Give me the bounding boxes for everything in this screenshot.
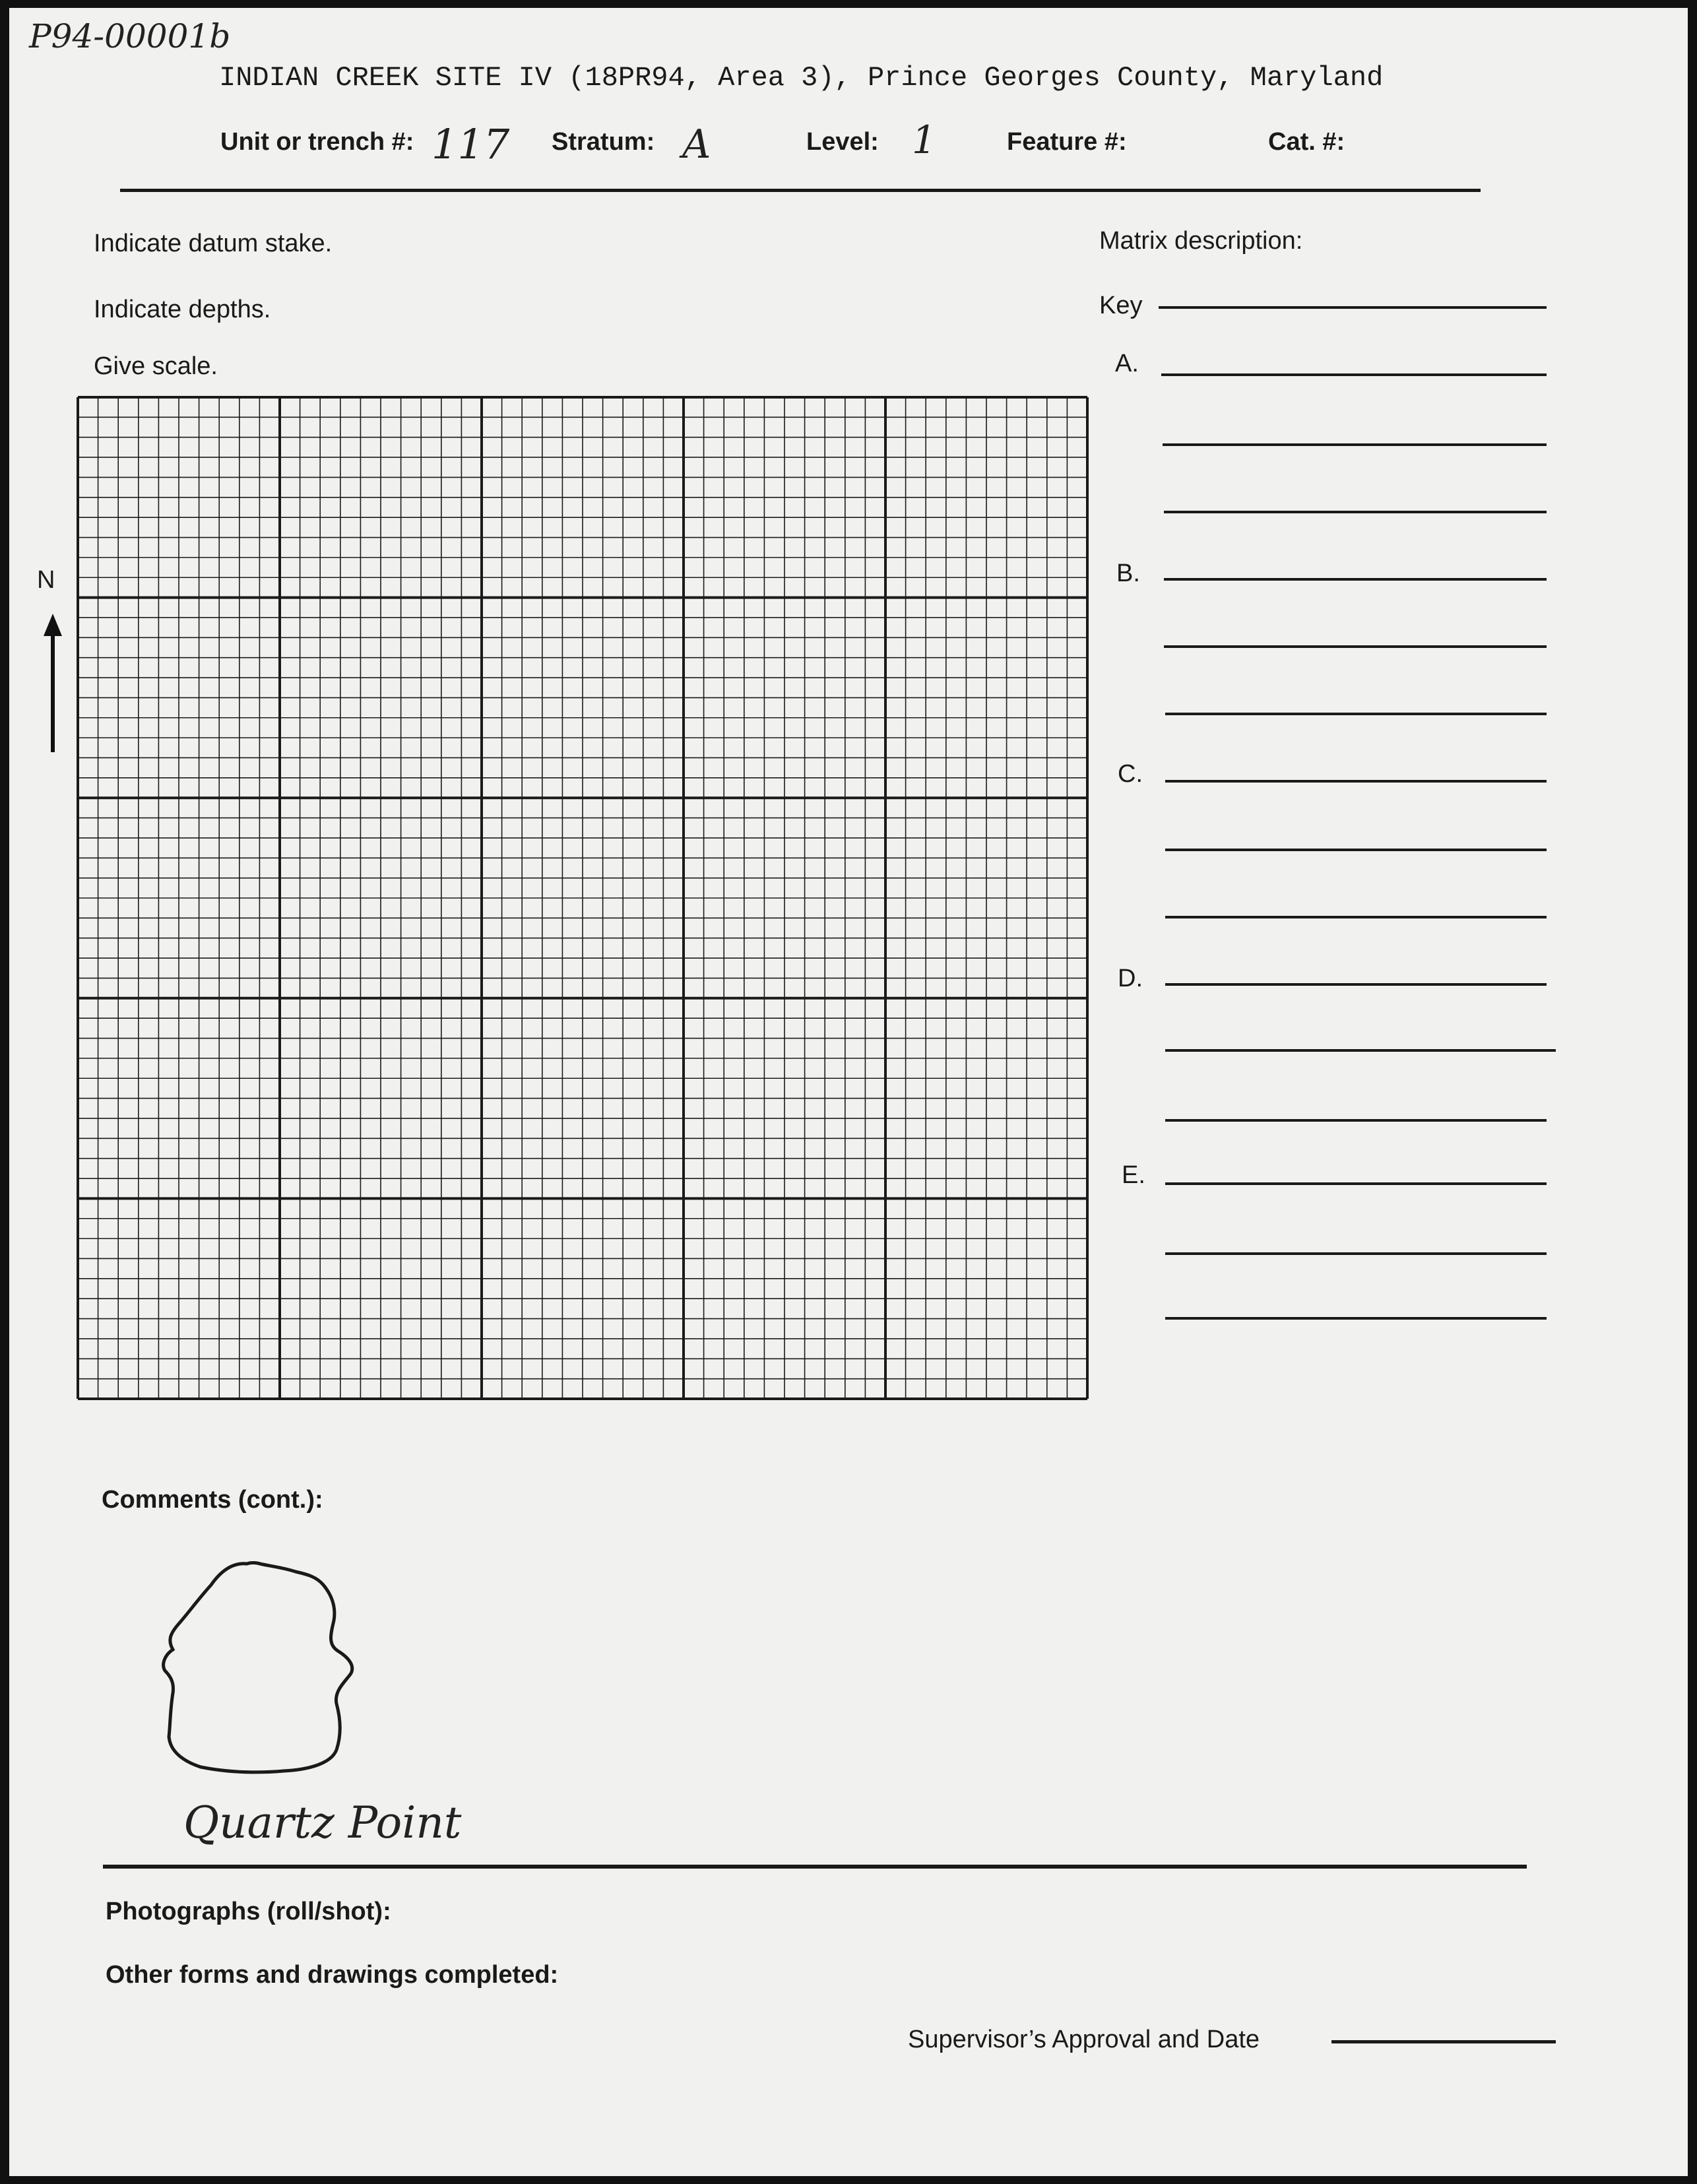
- supervisor-label: Supervisor’s Approval and Date: [908, 2026, 1260, 2053]
- matrix-line: [1165, 1182, 1547, 1185]
- photographs-label: Photographs (roll/shot):: [106, 1898, 391, 1925]
- matrix-line: [1165, 849, 1547, 851]
- quartz-point-sketch: [154, 1552, 379, 1789]
- other-forms-label: Other forms and drawings completed:: [106, 1961, 559, 1989]
- instruction-scale: Give scale.: [94, 352, 218, 380]
- sketch-caption: Quartz Point: [183, 1797, 462, 1848]
- unit-label: Unit or trench #:: [220, 128, 414, 156]
- matrix-entry-c: C.: [1118, 760, 1143, 788]
- instruction-datum: Indicate datum stake.: [94, 230, 333, 257]
- matrix-line: [1165, 1317, 1547, 1320]
- supervisor-signature-line: [1331, 2040, 1556, 2043]
- matrix-line: [1165, 713, 1547, 715]
- key-label: Key: [1099, 292, 1143, 319]
- matrix-entry-b: B.: [1116, 560, 1140, 587]
- stratum-label: Stratum:: [552, 128, 655, 156]
- level-value: 1: [912, 117, 936, 162]
- feature-label: Feature #:: [1007, 128, 1127, 156]
- matrix-line: [1165, 1252, 1547, 1255]
- matrix-title: Matrix description:: [1099, 227, 1303, 255]
- matrix-line: [1164, 511, 1547, 513]
- level-label: Level:: [806, 128, 879, 156]
- header-divider: [120, 189, 1481, 192]
- north-arrow-icon: [40, 614, 66, 759]
- stratum-value: A: [682, 121, 711, 168]
- unit-value: 117: [432, 120, 510, 168]
- handwritten-doc-id: P94-00001b: [29, 17, 231, 55]
- form-title: INDIAN CREEK SITE IV (18PR94, Area 3), Prince Georges County, Maryland: [219, 62, 1384, 94]
- matrix-line: [1163, 443, 1547, 446]
- key-line: [1159, 306, 1547, 309]
- matrix-line: [1164, 578, 1547, 581]
- matrix-line: [1165, 983, 1547, 986]
- north-label: N: [37, 566, 55, 594]
- matrix-entry-d: D.: [1118, 965, 1143, 992]
- matrix-line: [1165, 1049, 1556, 1052]
- drawing-grid: [74, 396, 1091, 1400]
- matrix-entry-e: E.: [1122, 1161, 1145, 1189]
- matrix-entry-a: A.: [1115, 350, 1139, 377]
- catalog-label: Cat. #:: [1268, 128, 1345, 156]
- matrix-line: [1164, 645, 1547, 648]
- comments-label: Comments (cont.):: [102, 1486, 323, 1514]
- matrix-line: [1161, 373, 1547, 376]
- matrix-line: [1165, 916, 1547, 918]
- matrix-line: [1165, 1119, 1547, 1122]
- recording-form-sheet: [9, 8, 1688, 2176]
- matrix-line: [1165, 780, 1547, 783]
- comments-divider: [103, 1865, 1527, 1869]
- instruction-depths: Indicate depths.: [94, 296, 271, 323]
